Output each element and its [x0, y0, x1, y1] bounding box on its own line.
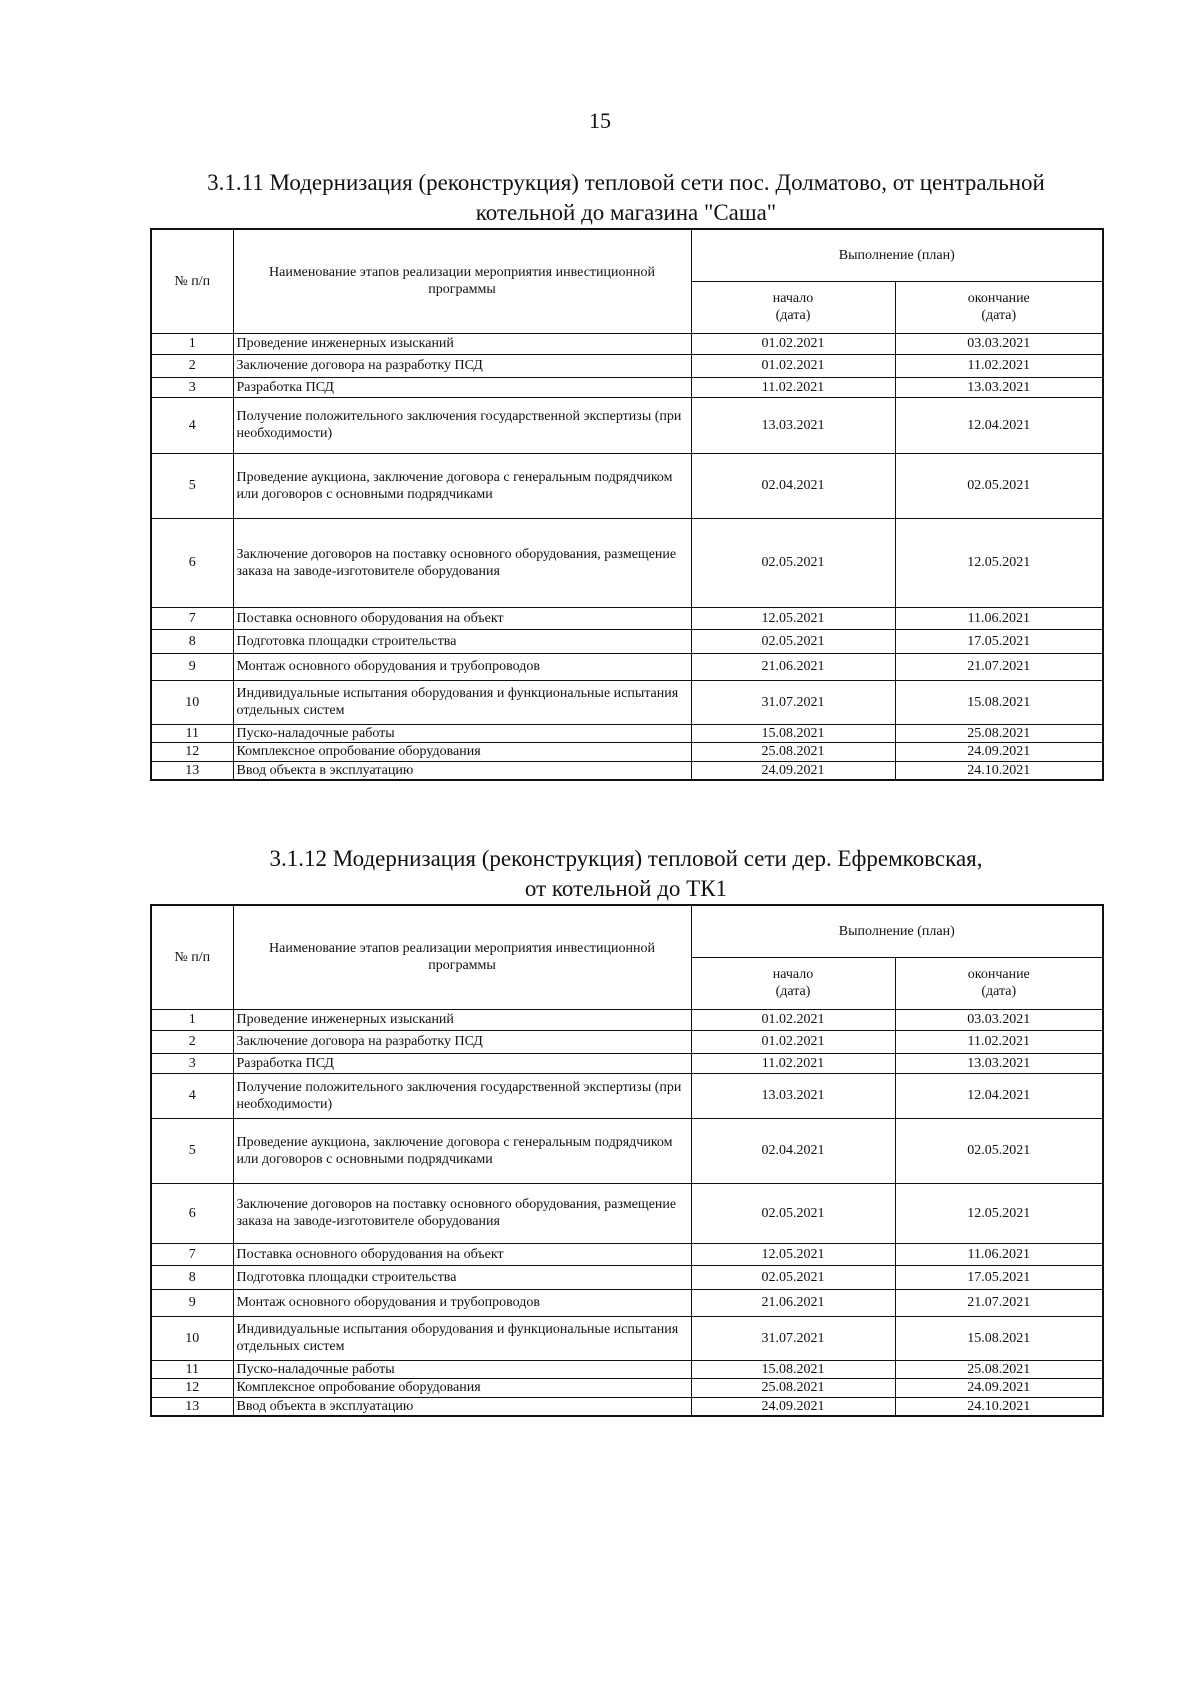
row-num: 7	[151, 1243, 233, 1265]
row-name: Подготовка площадки строительства	[233, 1265, 691, 1289]
header-end-label: окончание	[967, 291, 1030, 306]
row-num: 9	[151, 1289, 233, 1316]
row-name: Поставка основного оборудования на объект	[233, 1243, 691, 1265]
table-row	[151, 1053, 1103, 1073]
row-end: 21.07.2021	[895, 653, 1103, 680]
header-end-unit: (дата)	[981, 308, 1017, 323]
row-start: 25.08.2021	[691, 1378, 895, 1397]
row-end: 11.06.2021	[895, 1243, 1103, 1265]
row-start: 24.09.2021	[691, 761, 895, 780]
row-name: Заключение договоров на поставку основного оборудования, размещение заказа на заводе-изготовителе оборудования	[233, 1183, 691, 1243]
row-num: 2	[151, 354, 233, 377]
row-name: Получение положительного заключения государственной экспертизы (при необходимости)	[233, 1073, 691, 1118]
row-start: 31.07.2021	[691, 1316, 895, 1360]
row-num: 8	[151, 629, 233, 653]
row-end: 11.02.2021	[895, 354, 1103, 377]
row-num: 12	[151, 1378, 233, 1397]
row-num: 8	[151, 1265, 233, 1289]
table-row	[151, 333, 1103, 354]
row-num: 4	[151, 1073, 233, 1118]
table-body	[151, 1009, 1103, 1416]
row-name: Монтаж основного оборудования и трубопроводов	[233, 653, 691, 680]
table-row	[151, 761, 1103, 780]
table-row	[151, 724, 1103, 742]
header-end	[895, 957, 1103, 1009]
header-execution: Выполнение (план)	[691, 905, 1103, 957]
row-end: 11.06.2021	[895, 607, 1103, 629]
row-start: 24.09.2021	[691, 1397, 895, 1416]
row-num: 9	[151, 653, 233, 680]
row-end: 15.08.2021	[895, 1316, 1103, 1360]
header-end-label: окончание	[967, 967, 1030, 982]
row-num: 13	[151, 1397, 233, 1416]
schedule-table	[150, 904, 1104, 1417]
row-start: 01.02.2021	[691, 354, 895, 377]
row-num: 11	[151, 724, 233, 742]
row-end: 13.03.2021	[895, 377, 1103, 397]
row-name: Комплексное опробование оборудования	[233, 742, 691, 761]
row-num: 3	[151, 1053, 233, 1073]
row-name: Ввод объекта в эксплуатацию	[233, 1397, 691, 1416]
row-num: 5	[151, 1118, 233, 1183]
row-num: 10	[151, 680, 233, 724]
row-name: Пуско-наладочные работы	[233, 724, 691, 742]
row-name: Проведение инженерных изысканий	[233, 333, 691, 354]
row-start: 02.05.2021	[691, 629, 895, 653]
row-num: 6	[151, 1183, 233, 1243]
header-num: № п/п	[151, 905, 233, 1009]
row-end: 21.07.2021	[895, 1289, 1103, 1316]
row-end: 02.05.2021	[895, 1118, 1103, 1183]
table-row	[151, 1360, 1103, 1378]
table-row	[151, 1118, 1103, 1183]
row-name: Поставка основного оборудования на объект	[233, 607, 691, 629]
header-start-label: начало	[772, 291, 814, 306]
row-start: 15.08.2021	[691, 1360, 895, 1378]
table-row	[151, 653, 1103, 680]
table-row	[151, 453, 1103, 518]
row-name: Ввод объекта в эксплуатацию	[233, 761, 691, 780]
table-row	[151, 1009, 1103, 1030]
row-num: 13	[151, 761, 233, 780]
row-name: Индивидуальные испытания оборудования и функциональные испытания отдельных систем	[233, 680, 691, 724]
table-row	[151, 1289, 1103, 1316]
row-end: 25.08.2021	[895, 724, 1103, 742]
row-end: 03.03.2021	[895, 333, 1103, 354]
row-name: Индивидуальные испытания оборудования и функциональные испытания отдельных систем	[233, 1316, 691, 1360]
row-num: 7	[151, 607, 233, 629]
row-num: 10	[151, 1316, 233, 1360]
row-num: 12	[151, 742, 233, 761]
table-row	[151, 680, 1103, 724]
table-row	[151, 742, 1103, 761]
table-body	[151, 333, 1103, 780]
row-end: 02.05.2021	[895, 453, 1103, 518]
row-end: 24.10.2021	[895, 1397, 1103, 1416]
row-start: 02.04.2021	[691, 1118, 895, 1183]
row-start: 31.07.2021	[691, 680, 895, 724]
row-name: Получение положительного заключения государственной экспертизы (при необходимости)	[233, 397, 691, 453]
header-name: Наименование этапов реализации мероприятия инвестиционной программы	[233, 905, 691, 1009]
row-name: Заключение договора на разработку ПСД	[233, 354, 691, 377]
row-start: 13.03.2021	[691, 397, 895, 453]
table-row	[151, 397, 1103, 453]
row-start: 01.02.2021	[691, 333, 895, 354]
row-end: 24.09.2021	[895, 742, 1103, 761]
row-start: 12.05.2021	[691, 607, 895, 629]
table-row	[151, 1265, 1103, 1289]
row-start: 01.02.2021	[691, 1009, 895, 1030]
header-end-unit: (дата)	[981, 984, 1017, 999]
row-name: Заключение договора на разработку ПСД	[233, 1030, 691, 1053]
row-start: 02.05.2021	[691, 1265, 895, 1289]
row-start: 01.02.2021	[691, 1030, 895, 1053]
row-num: 11	[151, 1360, 233, 1378]
row-end: 25.08.2021	[895, 1360, 1103, 1378]
row-num: 1	[151, 333, 233, 354]
row-name: Заключение договоров на поставку основного оборудования, размещение заказа на заводе-изготовителе оборудования	[233, 518, 691, 607]
row-start: 25.08.2021	[691, 742, 895, 761]
section-title: 3.1.11 Модернизация (реконструкция) тепловой сети пос. Долматово, от центральной котельной до магазина "Саша"	[207, 170, 1045, 225]
table-row	[151, 607, 1103, 629]
row-name: Подготовка площадки строительства	[233, 629, 691, 653]
row-end: 11.02.2021	[895, 1030, 1103, 1053]
schedule-table	[150, 228, 1104, 781]
table-row	[151, 1073, 1103, 1118]
row-name: Проведение инженерных изысканий	[233, 1009, 691, 1030]
table-row	[151, 629, 1103, 653]
row-start: 15.08.2021	[691, 724, 895, 742]
row-end: 15.08.2021	[895, 680, 1103, 724]
header-start-label: начало	[772, 967, 814, 982]
header-num: № п/п	[151, 229, 233, 333]
row-end: 17.05.2021	[895, 629, 1103, 653]
header-name: Наименование этапов реализации мероприятия инвестиционной программы	[233, 229, 691, 333]
row-name: Монтаж основного оборудования и трубопроводов	[233, 1289, 691, 1316]
section-3-1-11	[150, 168, 1102, 781]
header-end	[895, 281, 1103, 333]
header-start	[691, 957, 895, 1009]
row-start: 02.04.2021	[691, 453, 895, 518]
table-row	[151, 377, 1103, 397]
header-start-unit: (дата)	[775, 308, 811, 323]
section-title: 3.1.12 Модернизация (реконструкция) тепловой сети дер. Ефремковская, от котельной до ТК1	[269, 846, 983, 901]
row-num: 4	[151, 397, 233, 453]
row-start: 12.05.2021	[691, 1243, 895, 1265]
header-start-unit: (дата)	[775, 984, 811, 999]
row-start: 02.05.2021	[691, 1183, 895, 1243]
row-start: 11.02.2021	[691, 377, 895, 397]
row-name: Пуско-наладочные работы	[233, 1360, 691, 1378]
row-start: 21.06.2021	[691, 653, 895, 680]
row-num: 6	[151, 518, 233, 607]
row-start: 11.02.2021	[691, 1053, 895, 1073]
row-num: 5	[151, 453, 233, 518]
section-3-1-12	[150, 844, 1102, 1417]
row-end: 12.04.2021	[895, 397, 1103, 453]
table-row	[151, 1397, 1103, 1416]
header-start	[691, 281, 895, 333]
row-name: Проведение аукциона, заключение договора с генеральным подрядчиком или договоров с основными подрядчиками	[233, 1118, 691, 1183]
row-start: 02.05.2021	[691, 518, 895, 607]
row-end: 03.03.2021	[895, 1009, 1103, 1030]
row-end: 17.05.2021	[895, 1265, 1103, 1289]
row-end: 12.04.2021	[895, 1073, 1103, 1118]
row-end: 13.03.2021	[895, 1053, 1103, 1073]
row-end: 12.05.2021	[895, 518, 1103, 607]
page-number: 15	[589, 108, 611, 133]
table-row	[151, 1243, 1103, 1265]
row-end: 24.09.2021	[895, 1378, 1103, 1397]
row-name: Разработка ПСД	[233, 1053, 691, 1073]
header-execution: Выполнение (план)	[691, 229, 1103, 281]
row-num: 2	[151, 1030, 233, 1053]
row-end: 24.10.2021	[895, 761, 1103, 780]
row-num: 3	[151, 377, 233, 397]
row-end: 12.05.2021	[895, 1183, 1103, 1243]
row-start: 13.03.2021	[691, 1073, 895, 1118]
row-name: Проведение аукциона, заключение договора с генеральным подрядчиком или договоров с основными подрядчиками	[233, 453, 691, 518]
table-row	[151, 1316, 1103, 1360]
row-name: Разработка ПСД	[233, 377, 691, 397]
row-start: 21.06.2021	[691, 1289, 895, 1316]
table-row	[151, 518, 1103, 607]
table-row	[151, 1183, 1103, 1243]
table-row	[151, 1030, 1103, 1053]
table-row	[151, 1378, 1103, 1397]
row-name: Комплексное опробование оборудования	[233, 1378, 691, 1397]
row-num: 1	[151, 1009, 233, 1030]
table-row	[151, 354, 1103, 377]
